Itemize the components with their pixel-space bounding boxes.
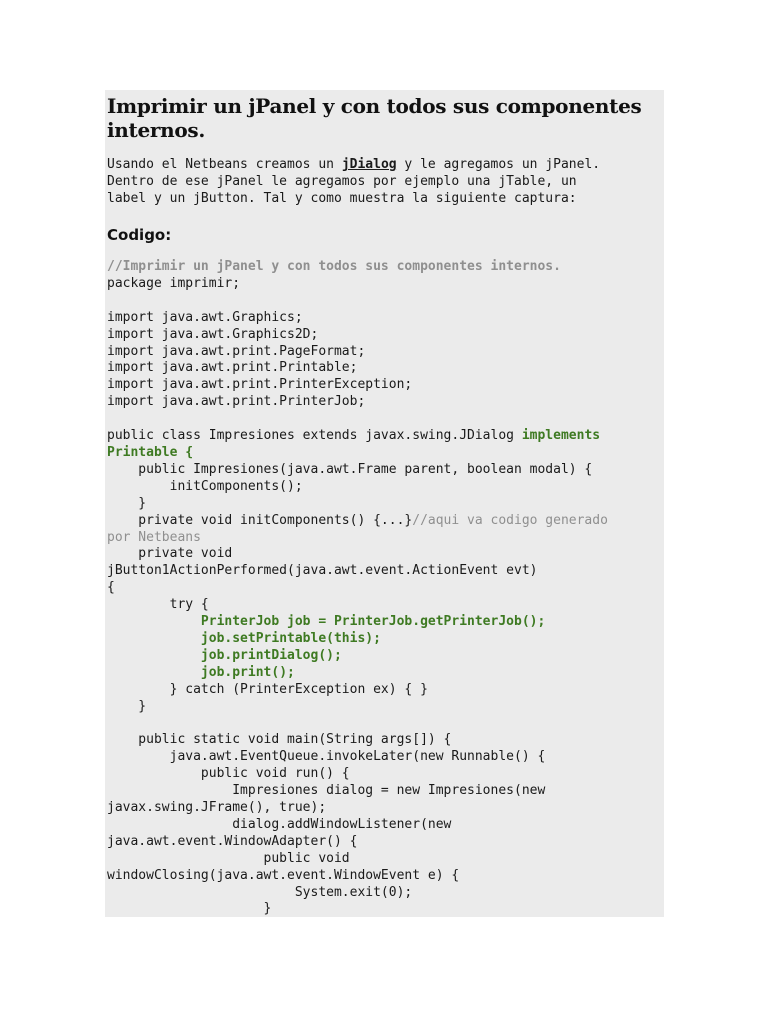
intro-paragraph (107, 156, 663, 207)
code-text: java.awt.event.WindowAdapter() { (107, 833, 358, 849)
code-line (107, 715, 663, 732)
code-line (107, 885, 663, 902)
intro-text: label y un jButton. Tal y como muestra la siguiente captura: (107, 191, 577, 206)
code-text: public class Impresiones extends javax.swing.JDialog (107, 428, 522, 444)
code-text: dialog.addWindowListener(new (107, 816, 452, 832)
code-line (107, 783, 663, 800)
code-text: public void run() { (107, 766, 350, 782)
code-line (107, 496, 663, 513)
code-line (107, 546, 663, 563)
code-line (107, 428, 663, 445)
intro-text: Dentro de ese jPanel le agregamos por ejemplo una jTable, un (107, 174, 577, 189)
code-line (107, 513, 663, 530)
code-line (107, 580, 663, 597)
code-line (107, 276, 663, 293)
code-text: try { (107, 597, 209, 613)
code-text: { (107, 580, 115, 596)
code-text (107, 631, 201, 646)
code-text (107, 665, 201, 680)
intro-text: Usando el Netbeans creamos un (107, 157, 342, 172)
code-line (107, 479, 663, 496)
code-line (107, 800, 663, 817)
code-text: Impresiones dialog = new Impresiones(new (107, 783, 546, 799)
code-text: java.awt.EventQueue.invokeLater(new Runnable() { (107, 749, 546, 765)
code-line (107, 682, 663, 699)
intro-text: y le agregamos un jPanel. (396, 157, 601, 172)
code-comment: por Netbeans (107, 529, 201, 545)
code-line (107, 445, 663, 462)
code-line (107, 360, 663, 377)
code-line (107, 394, 663, 411)
code-text: jButton1ActionPerformed(java.awt.event.ActionEvent evt) (107, 563, 538, 579)
code-keyword: job.print(); (200, 664, 295, 680)
code-keyword: Printable { (107, 444, 194, 460)
code-text: public Impresiones(java.awt.Frame parent, boolean modal) { (107, 461, 593, 477)
code-line (107, 344, 663, 361)
page-title: Imprimir un jPanel y con todos sus componentes internos. (107, 94, 642, 142)
code-keyword: implements (521, 428, 601, 444)
code-text: windowClosing(java.awt.event.WindowEvent e) { (107, 867, 460, 883)
code-text: javax.swing.JFrame(), true); (107, 800, 327, 815)
code-line (107, 732, 663, 749)
code-text: } (107, 495, 147, 511)
code-line (107, 648, 663, 665)
code-block (107, 259, 663, 917)
code-line (107, 868, 663, 885)
code-text: import java.awt.print.Printable; (107, 360, 358, 376)
code-text: public static void main(String args[]) { (107, 732, 452, 748)
code-line (107, 851, 663, 868)
code-line (107, 377, 663, 394)
code-line (107, 817, 663, 834)
code-keyword: PrinterJob job = PrinterJob.getPrinterJob(); (200, 614, 546, 630)
code-text: import java.awt.print.PrinterJob; (107, 394, 366, 410)
code-line (107, 293, 663, 310)
code-text: public void (107, 850, 350, 866)
code-line (107, 614, 663, 631)
code-text (107, 648, 201, 663)
jdialog-link[interactable]: jDialog (341, 157, 397, 172)
code-line (107, 834, 663, 851)
code-line (107, 597, 663, 614)
code-comment: //Imprimir un jPanel y con todos sus componentes internos. (107, 259, 561, 274)
code-text: import java.awt.print.PrinterException; (107, 377, 413, 393)
code-text (107, 614, 201, 629)
code-line (107, 462, 663, 479)
code-text: private void (107, 546, 233, 562)
code-line (107, 749, 663, 766)
section-heading: Codigo: (107, 226, 172, 244)
code-keyword: job.printDialog(); (200, 647, 342, 663)
code-text: } catch (PrinterException ex) { } (107, 681, 428, 697)
code-line (107, 411, 663, 428)
code-line (107, 563, 663, 580)
code-comment: //aqui va codigo generado (412, 512, 608, 528)
code-line (107, 631, 663, 648)
code-line (107, 699, 663, 716)
code-text: package imprimir; (107, 275, 241, 291)
code-line (107, 766, 663, 783)
code-text: initComponents(); (107, 478, 303, 494)
code-line (107, 259, 663, 276)
code-text: } (107, 698, 147, 714)
code-line (107, 665, 663, 682)
code-text: import java.awt.print.PageFormat; (107, 343, 366, 359)
code-text: import java.awt.Graphics2D; (107, 326, 319, 342)
code-line (107, 901, 663, 917)
code-keyword: job.setPrintable(this); (200, 630, 381, 646)
code-line (107, 327, 663, 344)
code-text: } (107, 901, 272, 917)
document-panel (105, 90, 664, 917)
code-text: import java.awt.Graphics; (107, 309, 303, 325)
code-text: System.exit(0); (107, 884, 413, 900)
code-line (107, 530, 663, 547)
code-line (107, 310, 663, 327)
code-text: private void initComponents() {...} (107, 512, 413, 528)
